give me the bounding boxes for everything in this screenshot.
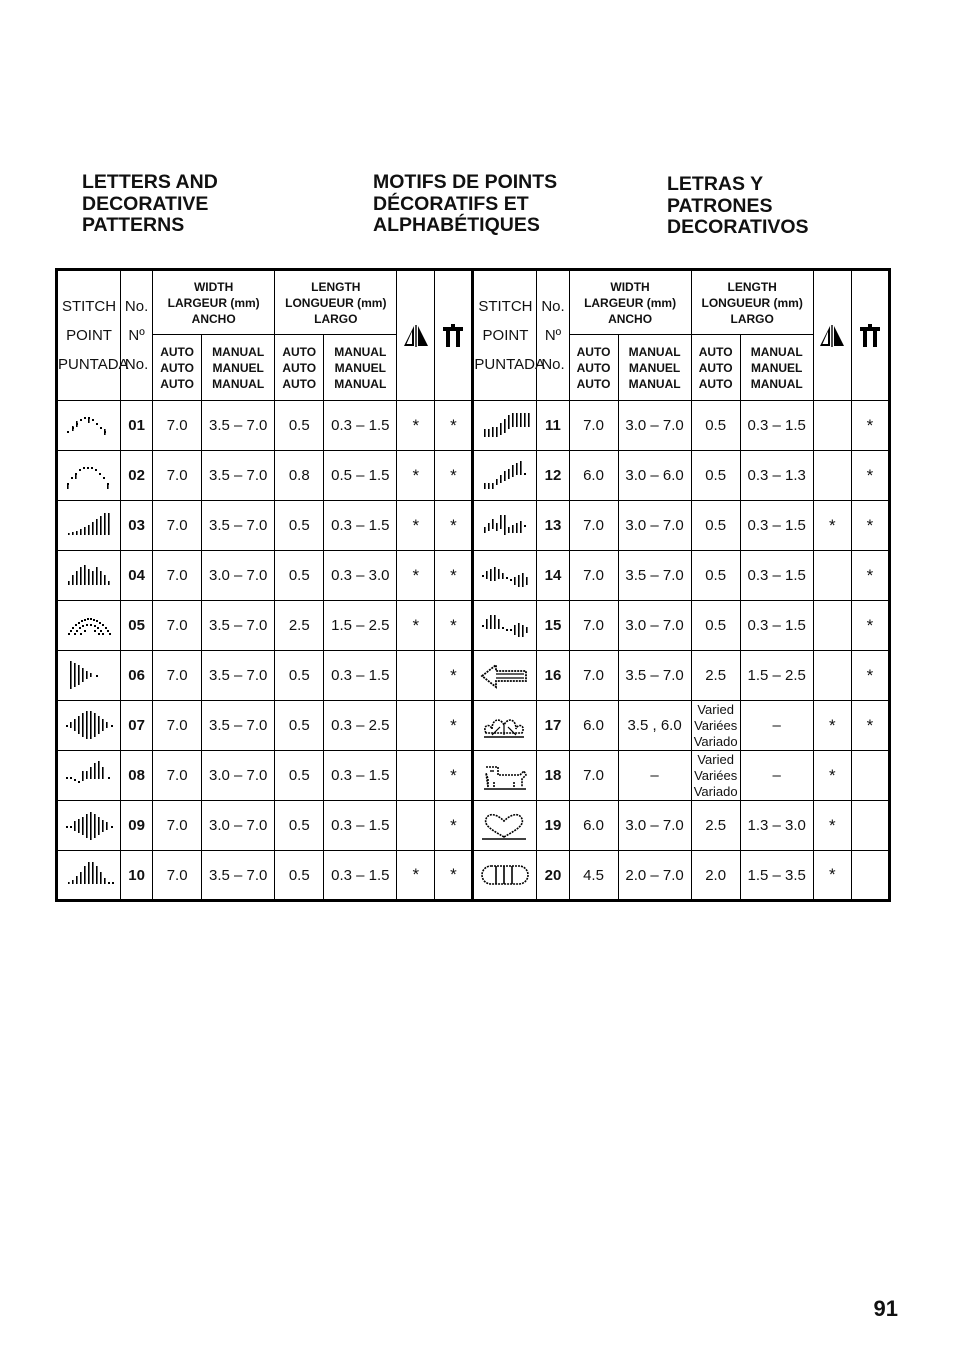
twin-needle-mark: [851, 851, 889, 901]
twin-needle-mark: *: [435, 801, 473, 851]
stitch-pattern-11-icon: [480, 411, 530, 441]
twin-needle-mark: *: [435, 551, 473, 601]
stitch-number: 09: [121, 801, 153, 851]
stitch-pattern-04: [57, 551, 121, 601]
stitch-pattern-05: [57, 601, 121, 651]
twin-needle-mark: *: [851, 401, 889, 451]
width-auto: 6.0: [569, 451, 618, 501]
length-manual: 0.3 – 1.5: [324, 851, 397, 901]
width-manual: 3.5 – 7.0: [202, 501, 275, 551]
length-manual: 0.3 – 2.5: [324, 701, 397, 751]
length-manual: 1.3 – 3.0: [740, 801, 813, 851]
stitch-pattern-14-icon: [480, 561, 530, 591]
width-manual: 3.5 – 7.0: [618, 651, 691, 701]
width-manual: 3.0 – 7.0: [618, 501, 691, 551]
width-manual: 2.0 – 7.0: [618, 851, 691, 901]
width-manual: 3.5 , 6.0: [618, 701, 691, 751]
stitch-pattern-09-icon: [64, 811, 114, 841]
stitch-number: 10: [121, 851, 153, 901]
stitch-pattern-17: [473, 701, 537, 751]
page-number: 91: [873, 1296, 898, 1321]
heading-spanish: LETRAS Y PATRONES DECORATIVOS: [667, 173, 809, 238]
mirror-mark: *: [813, 701, 851, 751]
table-row: [57, 601, 890, 651]
table-row: [57, 851, 890, 901]
length-manual: 1.5 – 2.5: [740, 651, 813, 701]
width-auto: 7.0: [569, 501, 618, 551]
twin-needle-mark: *: [435, 501, 473, 551]
mirror-mark: [813, 651, 851, 701]
stitch-number: 17: [537, 701, 569, 751]
length-manual: 1.5 – 3.5: [740, 851, 813, 901]
width-auto: 7.0: [153, 851, 202, 901]
width-auto: 7.0: [569, 751, 618, 801]
width-manual: 3.5 – 7.0: [202, 601, 275, 651]
header-length: LENGTH LONGUEUR (mm) LARGO: [275, 270, 397, 335]
table-row: [57, 701, 890, 751]
length-auto: Varied Variées Variado: [691, 701, 740, 751]
mirror-mark: [397, 801, 435, 851]
twin-needle-mark: [851, 751, 889, 801]
mirror-mark: [813, 401, 851, 451]
heading-english: LETTERS AND DECORATIVE PATTERNS: [82, 171, 218, 236]
width-auto: 7.0: [153, 501, 202, 551]
width-auto: 4.5: [569, 851, 618, 901]
width-manual: 3.5 – 7.0: [202, 451, 275, 501]
table-row: [57, 501, 890, 551]
mirror-mark: *: [397, 601, 435, 651]
stitch-pattern-19: [473, 801, 537, 851]
header-length-right: LENGTH LONGUEUR (mm) LARGO: [691, 270, 813, 335]
stitch-pattern-09: [57, 801, 121, 851]
table-row: [57, 401, 890, 451]
twin-needle-mark: *: [435, 751, 473, 801]
stitch-pattern-08: [57, 751, 121, 801]
width-manual: 3.0 – 7.0: [618, 601, 691, 651]
stitch-pattern-04-icon: [64, 561, 114, 591]
header-twin-needle-right: [851, 270, 889, 401]
length-manual: 0.3 – 1.5: [324, 651, 397, 701]
table-row: [57, 551, 890, 601]
stitch-number: 05: [121, 601, 153, 651]
stitch-pattern-05-icon: [64, 611, 114, 641]
width-auto: 7.0: [153, 801, 202, 851]
stitch-pattern-13-icon: [480, 511, 530, 541]
width-manual: 3.0 – 7.0: [618, 401, 691, 451]
header-length-manual: MANUAL MANUEL MANUAL: [324, 335, 397, 401]
stitch-pattern-03-icon: [64, 511, 114, 541]
stitch-pattern-10: [57, 851, 121, 901]
width-manual: 3.5 – 7.0: [202, 701, 275, 751]
stitch-pattern-03: [57, 501, 121, 551]
twin-needle-mark: *: [851, 601, 889, 651]
stitch-number: 20: [537, 851, 569, 901]
stitch-pattern-16: [473, 651, 537, 701]
stitch-pattern-06: [57, 651, 121, 701]
mirror-mark: [397, 651, 435, 701]
header-width-auto: AUTO AUTO AUTO: [153, 335, 202, 401]
twin-needle-mark: *: [435, 601, 473, 651]
length-auto: 2.5: [691, 651, 740, 701]
length-manual: 0.3 – 1.5: [324, 801, 397, 851]
length-auto: 2.5: [275, 601, 324, 651]
mirror-mark: *: [397, 451, 435, 501]
mirror-image-icon: [403, 325, 429, 347]
length-manual: 0.3 – 1.5: [740, 401, 813, 451]
length-auto: 0.5: [691, 601, 740, 651]
stitch-number: 12: [537, 451, 569, 501]
header-mirror: [397, 270, 435, 401]
width-auto: 7.0: [569, 401, 618, 451]
width-auto: 7.0: [569, 651, 618, 701]
length-manual: –: [740, 701, 813, 751]
length-auto: 0.5: [275, 751, 324, 801]
stitch-pattern-08-icon: [64, 761, 114, 791]
heading-french: MOTIFS DE POINTS DÉCORATIFS ET ALPHABÉTIQUES: [373, 171, 558, 236]
stitch-number: 15: [537, 601, 569, 651]
header-stitch-right: STITCH POINT PUNTADA: [473, 270, 537, 401]
width-auto: 7.0: [569, 601, 618, 651]
length-manual: 0.3 – 1.5: [324, 401, 397, 451]
length-auto: 2.0: [691, 851, 740, 901]
stitch-number: 04: [121, 551, 153, 601]
stitch-pattern-17-icon: [480, 711, 530, 741]
header-twin-needle: [435, 270, 473, 401]
mirror-mark: *: [397, 401, 435, 451]
stitch-number: 13: [537, 501, 569, 551]
stitch-pattern-02-icon: [64, 461, 114, 491]
length-manual: 0.3 – 1.5: [740, 551, 813, 601]
length-auto: 0.5: [275, 501, 324, 551]
length-manual: –: [740, 751, 813, 801]
twin-needle-mark: *: [851, 701, 889, 751]
mirror-mark: *: [397, 851, 435, 901]
stitch-number: 18: [537, 751, 569, 801]
mirror-mark: *: [813, 801, 851, 851]
twin-needle-mark: *: [851, 551, 889, 601]
length-auto: 0.8: [275, 451, 324, 501]
stitch-pattern-18: [473, 751, 537, 801]
mirror-mark: *: [397, 551, 435, 601]
stitch-pattern-10-icon: [64, 860, 114, 890]
stitch-pattern-11: [473, 401, 537, 451]
stitch-number: 08: [121, 751, 153, 801]
length-auto: 0.5: [275, 701, 324, 751]
mirror-mark: *: [813, 501, 851, 551]
length-manual: 0.3 – 1.5: [324, 751, 397, 801]
header-width-manual-right: MANUAL MANUEL MANUAL: [618, 335, 691, 401]
length-auto: 0.5: [691, 551, 740, 601]
stitch-pattern-20: [473, 851, 537, 901]
stitch-pattern-20-icon: [480, 860, 530, 890]
stitch-pattern-07: [57, 701, 121, 751]
twin-needle-icon: [859, 324, 881, 348]
length-auto: 0.5: [275, 401, 324, 451]
header-length-auto-right: AUTO AUTO AUTO: [691, 335, 740, 401]
length-auto: 0.5: [275, 851, 324, 901]
stitch-pattern-14: [473, 551, 537, 601]
length-auto: 2.5: [691, 801, 740, 851]
width-auto: 7.0: [153, 401, 202, 451]
width-manual: 3.5 – 7.0: [202, 651, 275, 701]
length-manual: 0.3 – 1.5: [740, 501, 813, 551]
mirror-mark: *: [813, 851, 851, 901]
length-auto: 0.5: [691, 401, 740, 451]
header-length-auto: AUTO AUTO AUTO: [275, 335, 324, 401]
width-auto: 7.0: [153, 751, 202, 801]
width-manual: 3.0 – 7.0: [202, 751, 275, 801]
mirror-image-icon: [819, 325, 845, 347]
stitch-number: 06: [121, 651, 153, 701]
header-row-1: [57, 270, 890, 335]
width-manual: –: [618, 751, 691, 801]
header-width-manual: MANUAL MANUEL MANUAL: [202, 335, 275, 401]
width-manual: 3.0 – 7.0: [202, 551, 275, 601]
length-manual: 0.5 – 1.5: [324, 451, 397, 501]
stitch-pattern-07-icon: [64, 711, 114, 741]
header-stitch: STITCH POINT PUNTADA: [57, 270, 121, 401]
header-length-manual-right: MANUAL MANUEL MANUAL: [740, 335, 813, 401]
stitch-pattern-01-icon: [64, 411, 114, 441]
length-manual: 0.3 – 1.5: [324, 501, 397, 551]
stitch-pattern-15-icon: [480, 611, 530, 641]
stitch-number: 02: [121, 451, 153, 501]
mirror-mark: [813, 601, 851, 651]
width-auto: 6.0: [569, 701, 618, 751]
width-manual: 3.0 – 6.0: [618, 451, 691, 501]
twin-needle-mark: *: [435, 401, 473, 451]
width-auto: 7.0: [153, 651, 202, 701]
twin-needle-mark: *: [851, 451, 889, 501]
mirror-mark: [813, 451, 851, 501]
width-manual: 3.5 – 7.0: [202, 851, 275, 901]
mirror-mark: [397, 701, 435, 751]
twin-needle-mark: *: [851, 501, 889, 551]
twin-needle-mark: [851, 801, 889, 851]
width-auto: 7.0: [153, 701, 202, 751]
header-no: No. Nº No.: [121, 270, 153, 401]
width-manual: 3.5 – 7.0: [618, 551, 691, 601]
length-auto: 0.5: [691, 501, 740, 551]
stitch-pattern-12-icon: [480, 461, 530, 491]
length-manual: 0.3 – 3.0: [324, 551, 397, 601]
width-manual: 3.5 – 7.0: [202, 401, 275, 451]
stitch-pattern-16-icon: [480, 661, 530, 691]
stitch-pattern-01: [57, 401, 121, 451]
width-auto: 7.0: [153, 451, 202, 501]
stitch-number: 11: [537, 401, 569, 451]
length-auto: 0.5: [275, 551, 324, 601]
stitch-pattern-13: [473, 501, 537, 551]
stitch-pattern-19-icon: [480, 811, 530, 841]
length-auto: 0.5: [691, 451, 740, 501]
header-width: WIDTH LARGEUR (mm) ANCHO: [153, 270, 275, 335]
table-row: [57, 801, 890, 851]
stitch-number: 19: [537, 801, 569, 851]
stitch-pattern-15: [473, 601, 537, 651]
stitch-settings-table: [55, 268, 891, 902]
width-auto: 7.0: [569, 551, 618, 601]
length-manual: 0.3 – 1.3: [740, 451, 813, 501]
length-auto: Varied Variées Variado: [691, 751, 740, 801]
twin-needle-mark: *: [435, 651, 473, 701]
twin-needle-mark: *: [435, 701, 473, 751]
twin-needle-mark: *: [851, 651, 889, 701]
twin-needle-mark: *: [435, 451, 473, 501]
stitch-number: 01: [121, 401, 153, 451]
header-no-right: No. Nº No.: [537, 270, 569, 401]
stitch-number: 16: [537, 651, 569, 701]
mirror-mark: [813, 551, 851, 601]
stitch-pattern-18-icon: [480, 761, 530, 791]
width-auto: 6.0: [569, 801, 618, 851]
stitch-pattern-02: [57, 451, 121, 501]
length-auto: 0.5: [275, 801, 324, 851]
length-manual: 0.3 – 1.5: [740, 601, 813, 651]
twin-needle-mark: *: [435, 851, 473, 901]
stitch-pattern-12: [473, 451, 537, 501]
mirror-mark: [397, 751, 435, 801]
width-auto: 7.0: [153, 601, 202, 651]
stitch-number: 07: [121, 701, 153, 751]
stitch-number: 03: [121, 501, 153, 551]
header-width-right: WIDTH LARGEUR (mm) ANCHO: [569, 270, 691, 335]
stitch-number: 14: [537, 551, 569, 601]
length-auto: 0.5: [275, 651, 324, 701]
table-row: [57, 451, 890, 501]
width-manual: 3.0 – 7.0: [618, 801, 691, 851]
header-width-auto-right: AUTO AUTO AUTO: [569, 335, 618, 401]
stitch-pattern-06-icon: [64, 661, 114, 691]
mirror-mark: *: [397, 501, 435, 551]
twin-needle-icon: [442, 324, 464, 348]
width-auto: 7.0: [153, 551, 202, 601]
width-manual: 3.0 – 7.0: [202, 801, 275, 851]
table-row: [57, 651, 890, 701]
header-mirror-right: [813, 270, 851, 401]
table-row: [57, 751, 890, 801]
length-manual: 1.5 – 2.5: [324, 601, 397, 651]
mirror-mark: *: [813, 751, 851, 801]
